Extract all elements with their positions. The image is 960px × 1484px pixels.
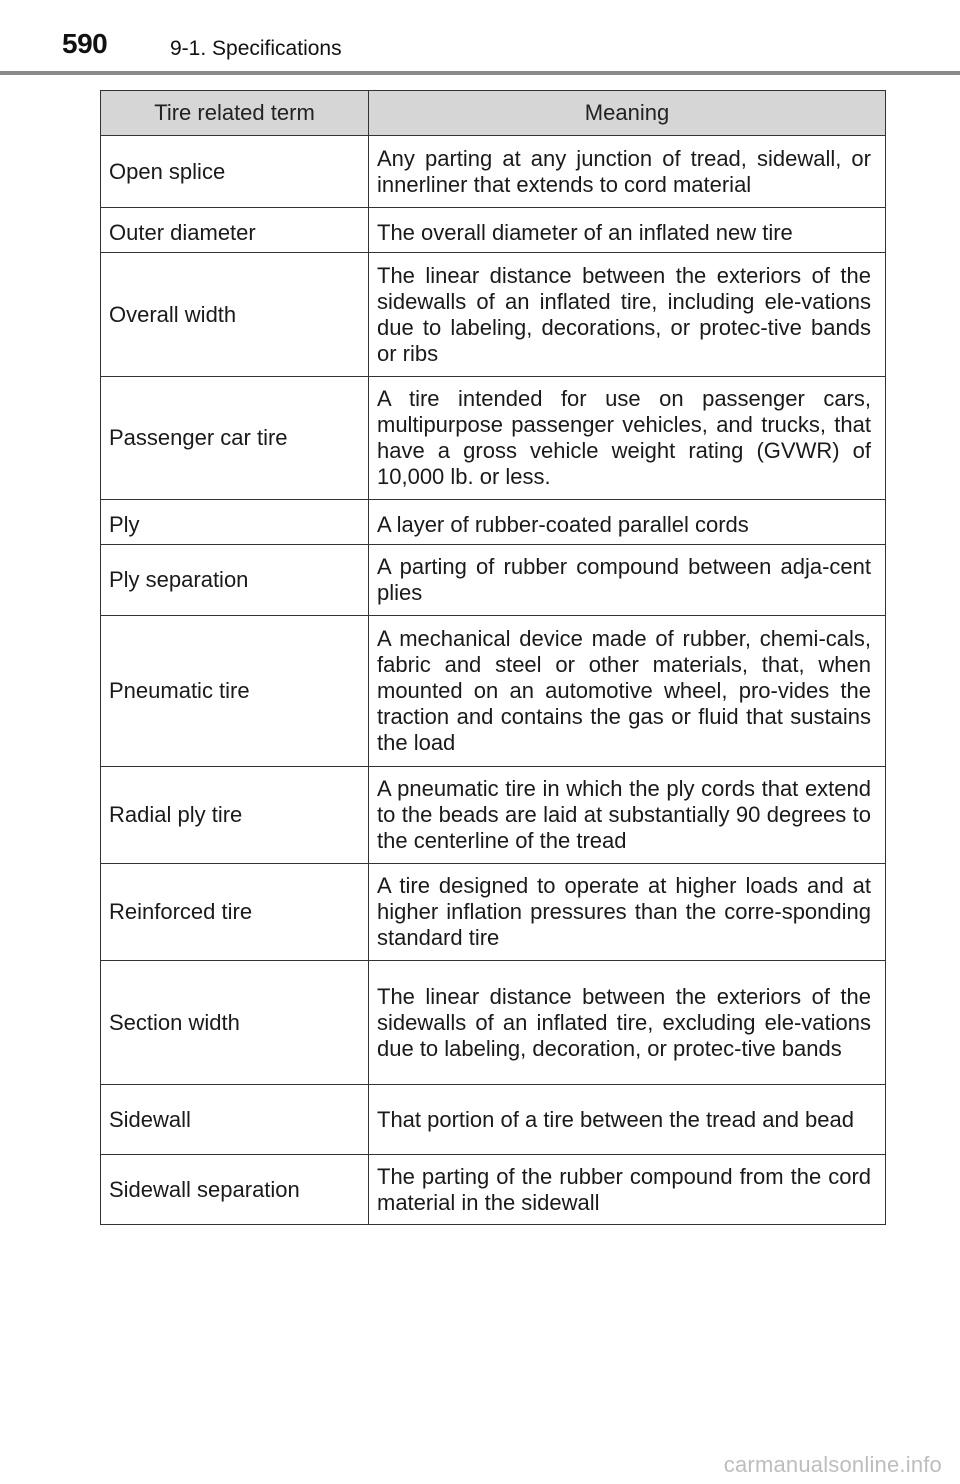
table-row xyxy=(101,961,886,1085)
meaning-cell: A pneumatic tire in which the ply cords that extend to the beads are laid at substantially 90 degrees to the centerline of the tread xyxy=(369,767,886,864)
meaning-cell: The linear distance between the exteriors of the sidewalls of an inflated tire, including ele-vations due to labeling, decorations, or protec-tive bands or ribs xyxy=(369,253,886,377)
header-divider xyxy=(0,71,960,75)
term-cell: Reinforced tire xyxy=(101,864,369,961)
table-header-row xyxy=(101,91,886,136)
table-row xyxy=(101,616,886,767)
page-header xyxy=(0,0,960,78)
term-cell: Passenger car tire xyxy=(101,377,369,500)
table-row xyxy=(101,208,886,253)
term-cell: Open splice xyxy=(101,136,369,208)
table-row xyxy=(101,545,886,616)
section-title: 9-1. Specifications xyxy=(170,37,342,60)
term-cell: Section width xyxy=(101,961,369,1085)
table-row xyxy=(101,864,886,961)
table-row xyxy=(101,377,886,500)
meaning-cell: The linear distance between the exteriors of the sidewalls of an inflated tire, excluding ele-vations due to labeling, decoration, or protec-tive bands xyxy=(369,961,886,1085)
meaning-cell: A tire intended for use on passenger cars, multipurpose passenger vehicles, and trucks, that have a gross vehicle weight rating (GVWR) of 10,000 lb. or less. xyxy=(369,377,886,500)
watermark: carmanualsonline.info xyxy=(723,1452,942,1477)
term-cell: Ply separation xyxy=(101,545,369,616)
meaning-cell: A layer of rubber-coated parallel cords xyxy=(369,500,886,545)
meaning-cell: Any parting at any junction of tread, sidewall, or innerliner that extends to cord material xyxy=(369,136,886,208)
tire-terms-table xyxy=(100,90,886,1225)
page-number: 590 xyxy=(62,28,108,59)
meaning-cell: The parting of the rubber compound from the cord material in the sidewall xyxy=(369,1155,886,1225)
meaning-cell: That portion of a tire between the tread and bead xyxy=(369,1085,886,1155)
term-cell: Outer diameter xyxy=(101,208,369,253)
table-row xyxy=(101,253,886,377)
term-cell: Sidewall separation xyxy=(101,1155,369,1225)
table-row xyxy=(101,136,886,208)
meaning-cell: A parting of rubber compound between adja-cent plies xyxy=(369,545,886,616)
meaning-cell: A mechanical device made of rubber, chemi-cals, fabric and steel or other materials, that, when mounted on an automotive wheel, pro-vides the traction and contains the gas or fluid that sustains the load xyxy=(369,616,886,767)
table-row xyxy=(101,767,886,864)
term-cell: Overall width xyxy=(101,253,369,377)
term-cell: Pneumatic tire xyxy=(101,616,369,767)
table-row xyxy=(101,500,886,545)
column-header-meaning: Meaning xyxy=(369,91,886,136)
meaning-cell: A tire designed to operate at higher loads and at higher inflation pressures than the corre-sponding standard tire xyxy=(369,864,886,961)
term-cell: Ply xyxy=(101,500,369,545)
column-header-term: Tire related term xyxy=(101,91,369,136)
meaning-cell: The overall diameter of an inflated new tire xyxy=(369,208,886,253)
term-cell: Sidewall xyxy=(101,1085,369,1155)
table-row xyxy=(101,1155,886,1225)
table-row xyxy=(101,1085,886,1155)
term-cell: Radial ply tire xyxy=(101,767,369,864)
